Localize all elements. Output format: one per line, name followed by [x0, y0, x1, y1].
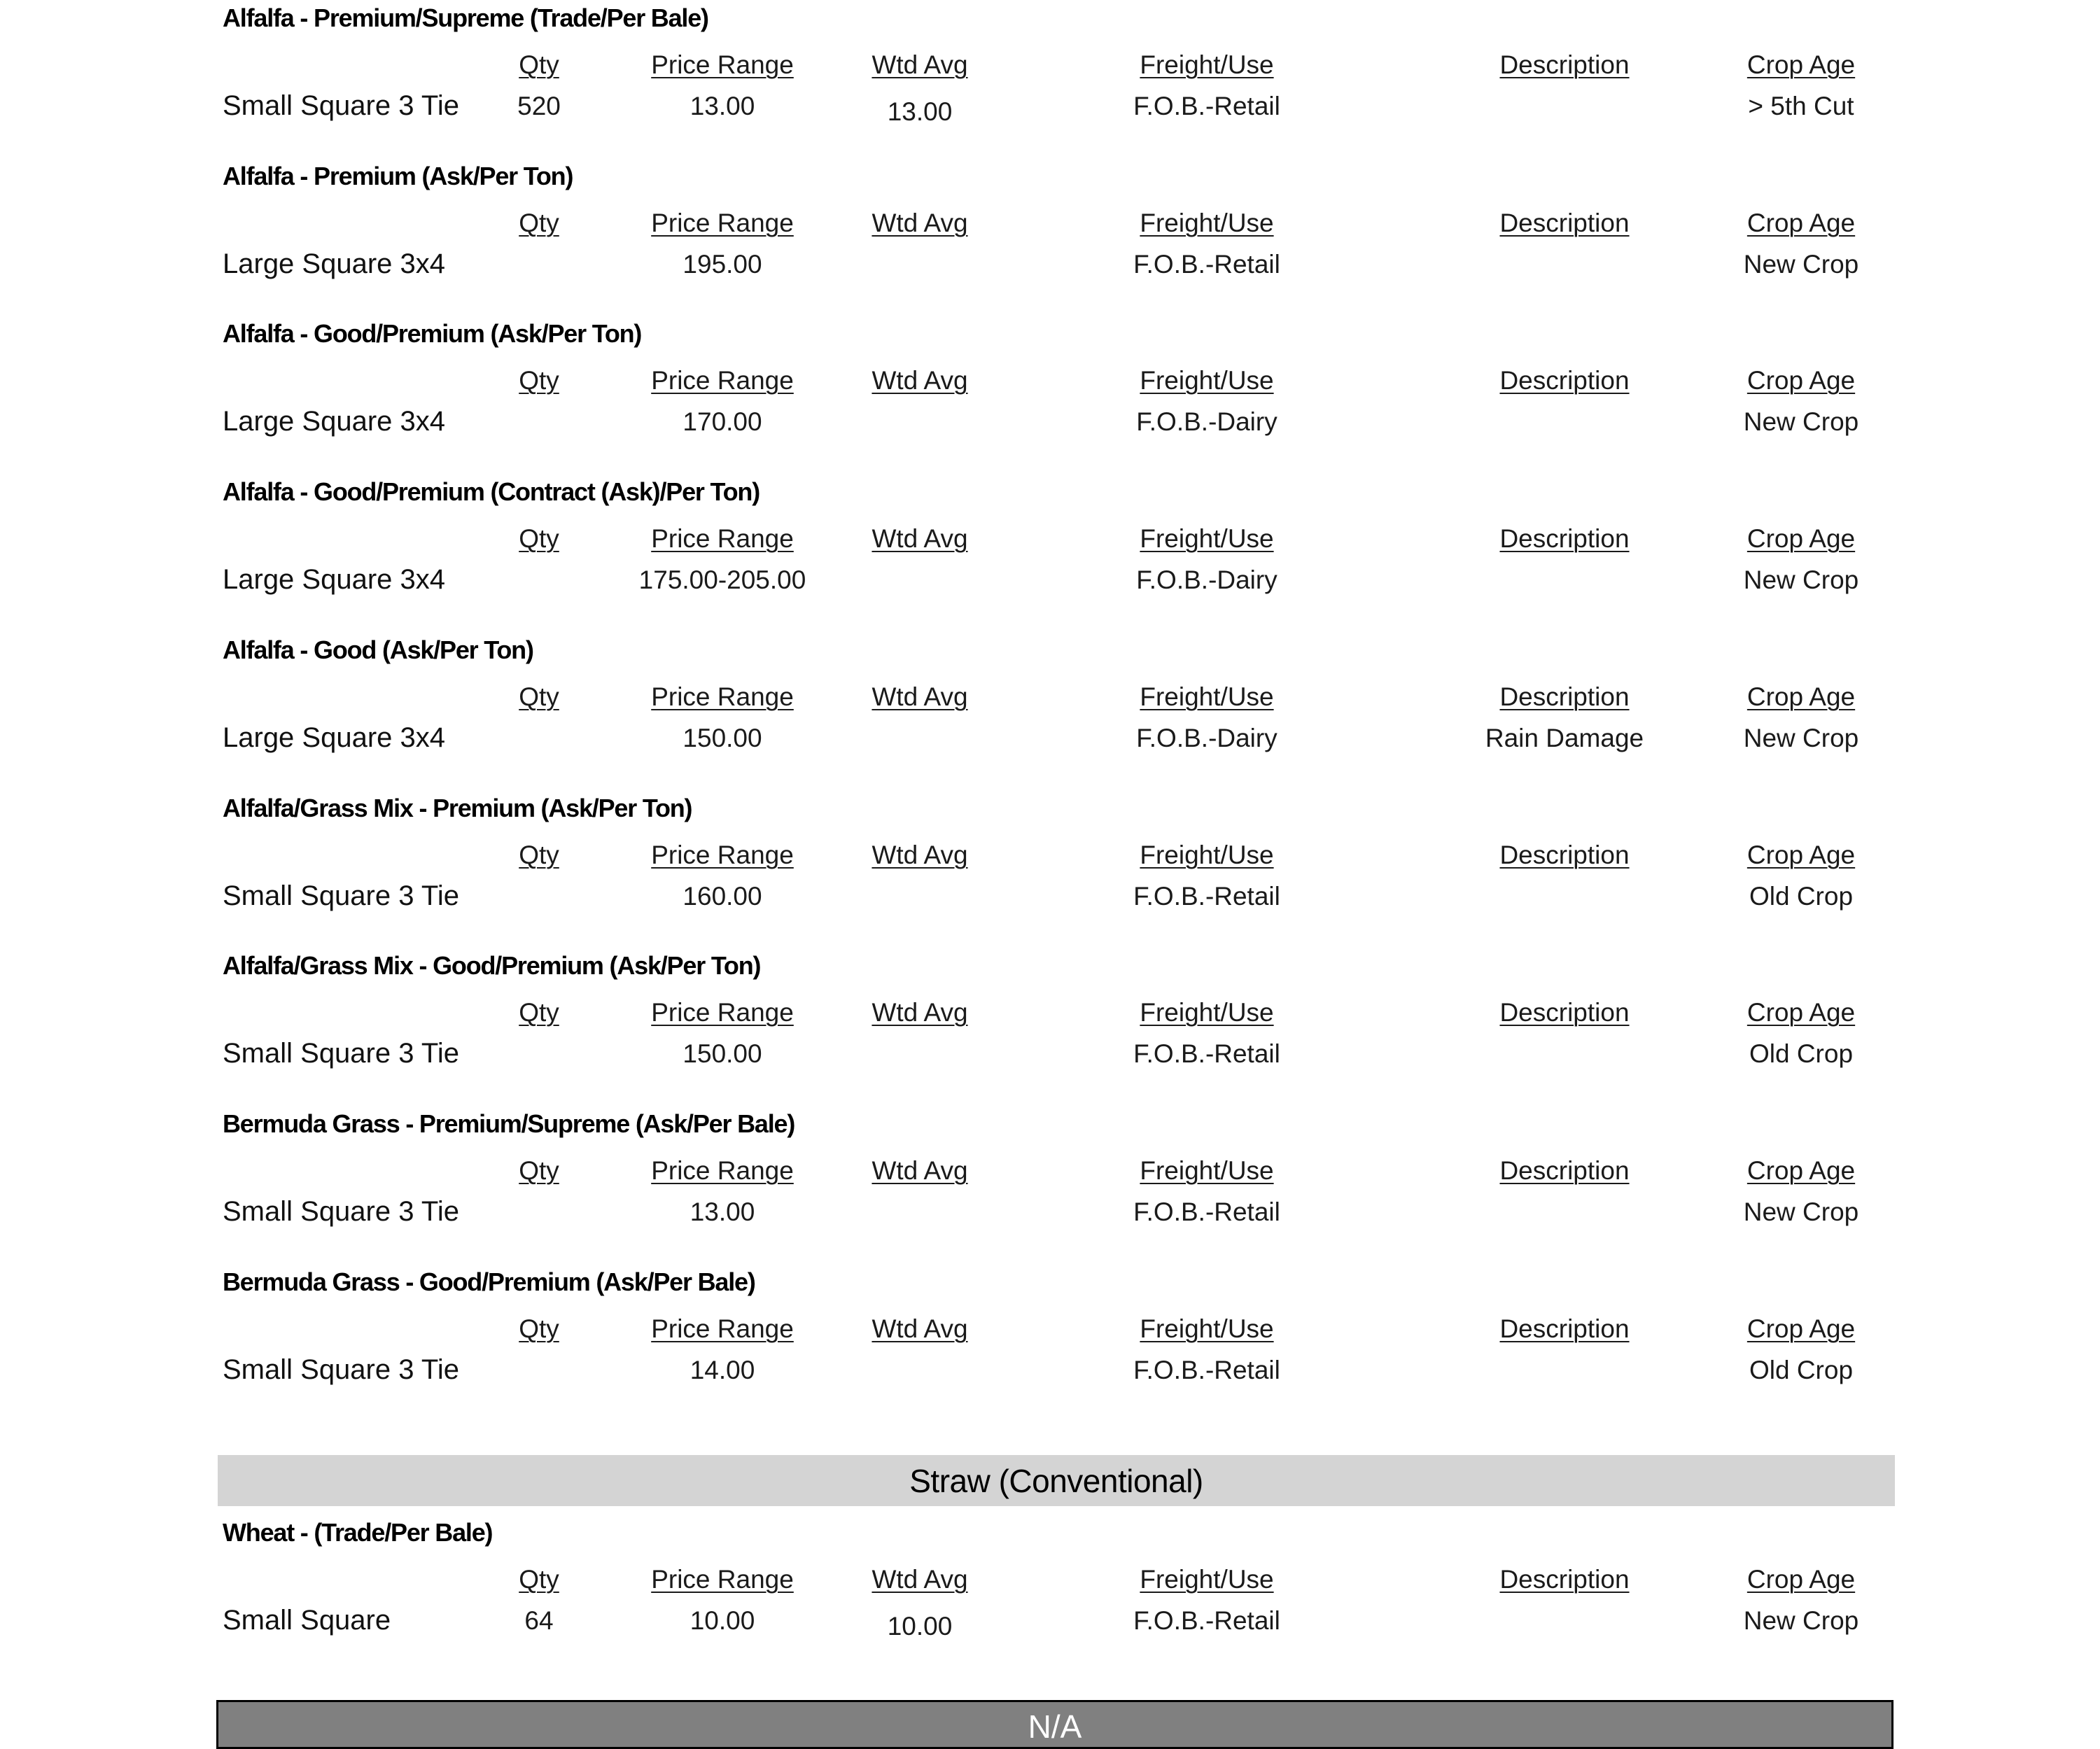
value-price-range: 195.00 — [682, 250, 762, 279]
value-price-range: 150.00 — [682, 1039, 762, 1068]
value-price-range: 14.00 — [690, 1356, 755, 1384]
price-section — [0, 1106, 2100, 1263]
column-header-wtd-avg: Wtd Avg — [872, 1565, 968, 1594]
na-band-label: N/A — [1028, 1708, 1082, 1745]
column-header-wtd-avg: Wtd Avg — [872, 50, 968, 79]
column-header-freight-use: Freight/Use — [1140, 524, 1274, 553]
value-freight-use: F.O.B.-Dairy — [1136, 566, 1278, 594]
column-header-qty: Qty — [519, 366, 559, 395]
value-qty: 520 — [517, 92, 561, 120]
na-band — [216, 1700, 1893, 1749]
column-header-price-range: Price Range — [651, 1565, 794, 1594]
section-title: Alfalfa - Premium (Ask/Per Ton) — [223, 162, 573, 190]
straw-section-band-label: Straw (Conventional) — [909, 1463, 1203, 1499]
product-name: Large Square 3x4 — [223, 564, 446, 595]
column-header-description: Description — [1499, 1156, 1630, 1185]
section-title: Alfalfa - Good/Premium (Contract (Ask)/Per Ton) — [223, 477, 760, 506]
value-freight-use: F.O.B.-Retail — [1133, 1356, 1280, 1384]
column-header-price-range: Price Range — [651, 841, 794, 869]
price-section — [0, 632, 2100, 789]
column-header-crop-age: Crop Age — [1746, 1565, 1856, 1594]
value-freight-use: F.O.B.-Retail — [1133, 882, 1280, 911]
column-header-price-range: Price Range — [651, 50, 794, 79]
column-header-crop-age: Crop Age — [1746, 998, 1856, 1027]
price-section — [0, 1515, 2100, 1672]
value-wtd-avg: 13.00 — [887, 97, 953, 126]
column-header-description: Description — [1499, 682, 1630, 711]
column-header-price-range: Price Range — [651, 209, 794, 237]
column-header-crop-age: Crop Age — [1746, 1156, 1856, 1185]
price-section — [0, 948, 2100, 1105]
column-header-wtd-avg: Wtd Avg — [872, 524, 968, 553]
column-header-freight-use: Freight/Use — [1140, 1565, 1274, 1594]
column-header-description: Description — [1499, 841, 1630, 869]
product-name: Small Square 3 Tie — [223, 1038, 459, 1069]
section-title: Bermuda Grass - Good/Premium (Ask/Per Bale) — [223, 1267, 755, 1296]
column-header-price-range: Price Range — [651, 1314, 794, 1343]
column-header-price-range: Price Range — [651, 1156, 794, 1185]
column-header-description: Description — [1499, 50, 1630, 79]
column-header-freight-use: Freight/Use — [1140, 209, 1274, 237]
column-header-qty: Qty — [519, 682, 559, 711]
column-header-freight-use: Freight/Use — [1140, 1314, 1274, 1343]
section-title: Alfalfa - Premium/Supreme (Trade/Per Bale) — [223, 3, 708, 32]
column-header-wtd-avg: Wtd Avg — [872, 366, 968, 395]
column-header-qty: Qty — [519, 50, 559, 79]
product-name: Large Square 3x4 — [223, 406, 446, 437]
section-title: Alfalfa - Good/Premium (Ask/Per Ton) — [223, 319, 642, 348]
column-header-wtd-avg: Wtd Avg — [872, 682, 968, 711]
product-name: Small Square 3 Tie — [223, 1354, 459, 1385]
product-name: Large Square 3x4 — [223, 722, 446, 753]
column-header-qty: Qty — [519, 1565, 559, 1594]
column-header-qty: Qty — [519, 998, 559, 1027]
price-section — [0, 0, 2100, 157]
straw-section-band — [218, 1455, 1895, 1506]
price-section — [0, 316, 2100, 473]
value-freight-use: F.O.B.-Dairy — [1136, 407, 1278, 436]
value-crop-age: Old Crop — [1749, 882, 1854, 911]
product-name: Small Square 3 Tie — [223, 1196, 459, 1227]
value-description: Rain Damage — [1485, 724, 1644, 752]
column-header-crop-age: Crop Age — [1746, 1314, 1856, 1343]
column-header-freight-use: Freight/Use — [1140, 841, 1274, 869]
price-section — [0, 158, 2100, 316]
section-title: Alfalfa/Grass Mix - Premium (Ask/Per Ton) — [223, 794, 692, 822]
value-freight-use: F.O.B.-Retail — [1133, 250, 1280, 279]
value-price-range: 160.00 — [682, 882, 762, 911]
value-wtd-avg: 10.00 — [887, 1612, 953, 1641]
column-header-wtd-avg: Wtd Avg — [872, 1156, 968, 1185]
value-price-range: 170.00 — [682, 407, 762, 436]
value-crop-age: New Crop — [1743, 566, 1859, 594]
column-header-price-range: Price Range — [651, 366, 794, 395]
column-header-freight-use: Freight/Use — [1140, 366, 1274, 395]
column-header-crop-age: Crop Age — [1746, 209, 1856, 237]
section-title: Alfalfa - Good (Ask/Per Ton) — [223, 635, 533, 664]
value-price-range: 175.00-205.00 — [638, 566, 806, 594]
product-name: Large Square 3x4 — [223, 248, 446, 279]
column-header-freight-use: Freight/Use — [1140, 1156, 1274, 1185]
column-header-qty: Qty — [519, 841, 559, 869]
column-header-crop-age: Crop Age — [1746, 50, 1856, 79]
column-header-description: Description — [1499, 524, 1630, 553]
section-title: Wheat - (Trade/Per Bale) — [223, 1518, 493, 1547]
price-section — [0, 474, 2100, 631]
column-header-price-range: Price Range — [651, 524, 794, 553]
column-header-description: Description — [1499, 1314, 1630, 1343]
column-header-description: Description — [1499, 209, 1630, 237]
value-freight-use: F.O.B.-Retail — [1133, 1039, 1280, 1068]
column-header-qty: Qty — [519, 1156, 559, 1185]
column-header-freight-use: Freight/Use — [1140, 998, 1274, 1027]
value-crop-age: Old Crop — [1749, 1356, 1854, 1384]
column-header-freight-use: Freight/Use — [1140, 50, 1274, 79]
value-price-range: 13.00 — [690, 92, 755, 120]
column-header-description: Description — [1499, 1565, 1630, 1594]
price-section — [0, 1264, 2100, 1421]
column-header-description: Description — [1499, 998, 1630, 1027]
column-header-freight-use: Freight/Use — [1140, 682, 1274, 711]
column-header-wtd-avg: Wtd Avg — [872, 1314, 968, 1343]
value-crop-age: New Crop — [1743, 1197, 1859, 1226]
column-header-wtd-avg: Wtd Avg — [872, 998, 968, 1027]
column-header-price-range: Price Range — [651, 682, 794, 711]
value-freight-use: F.O.B.-Dairy — [1136, 724, 1278, 752]
value-crop-age: > 5th Cut — [1748, 92, 1854, 120]
column-header-crop-age: Crop Age — [1746, 682, 1856, 711]
value-qty: 64 — [524, 1606, 554, 1635]
column-header-qty: Qty — [519, 524, 559, 553]
column-header-wtd-avg: Wtd Avg — [872, 209, 968, 237]
value-price-range: 13.00 — [690, 1197, 755, 1226]
section-title: Bermuda Grass - Premium/Supreme (Ask/Per Bale) — [223, 1109, 795, 1138]
value-crop-age: New Crop — [1743, 1606, 1859, 1635]
value-price-range: 10.00 — [690, 1606, 755, 1635]
value-freight-use: F.O.B.-Retail — [1133, 1197, 1280, 1226]
column-header-wtd-avg: Wtd Avg — [872, 841, 968, 869]
value-crop-age: New Crop — [1743, 250, 1859, 279]
column-header-crop-age: Crop Age — [1746, 366, 1856, 395]
column-header-crop-age: Crop Age — [1746, 524, 1856, 553]
product-name: Small Square — [223, 1605, 391, 1636]
value-crop-age: New Crop — [1743, 407, 1859, 436]
price-section — [0, 790, 2100, 948]
value-freight-use: F.O.B.-Retail — [1133, 92, 1280, 120]
value-crop-age: New Crop — [1743, 724, 1859, 752]
product-name: Small Square 3 Tie — [223, 880, 459, 911]
section-title: Alfalfa/Grass Mix - Good/Premium (Ask/Per Ton) — [223, 951, 761, 980]
column-header-qty: Qty — [519, 209, 559, 237]
value-price-range: 150.00 — [682, 724, 762, 752]
column-header-qty: Qty — [519, 1314, 559, 1343]
column-header-description: Description — [1499, 366, 1630, 395]
product-name: Small Square 3 Tie — [223, 90, 459, 121]
value-freight-use: F.O.B.-Retail — [1133, 1606, 1280, 1635]
value-crop-age: Old Crop — [1749, 1039, 1854, 1068]
column-header-price-range: Price Range — [651, 998, 794, 1027]
column-header-crop-age: Crop Age — [1746, 841, 1856, 869]
